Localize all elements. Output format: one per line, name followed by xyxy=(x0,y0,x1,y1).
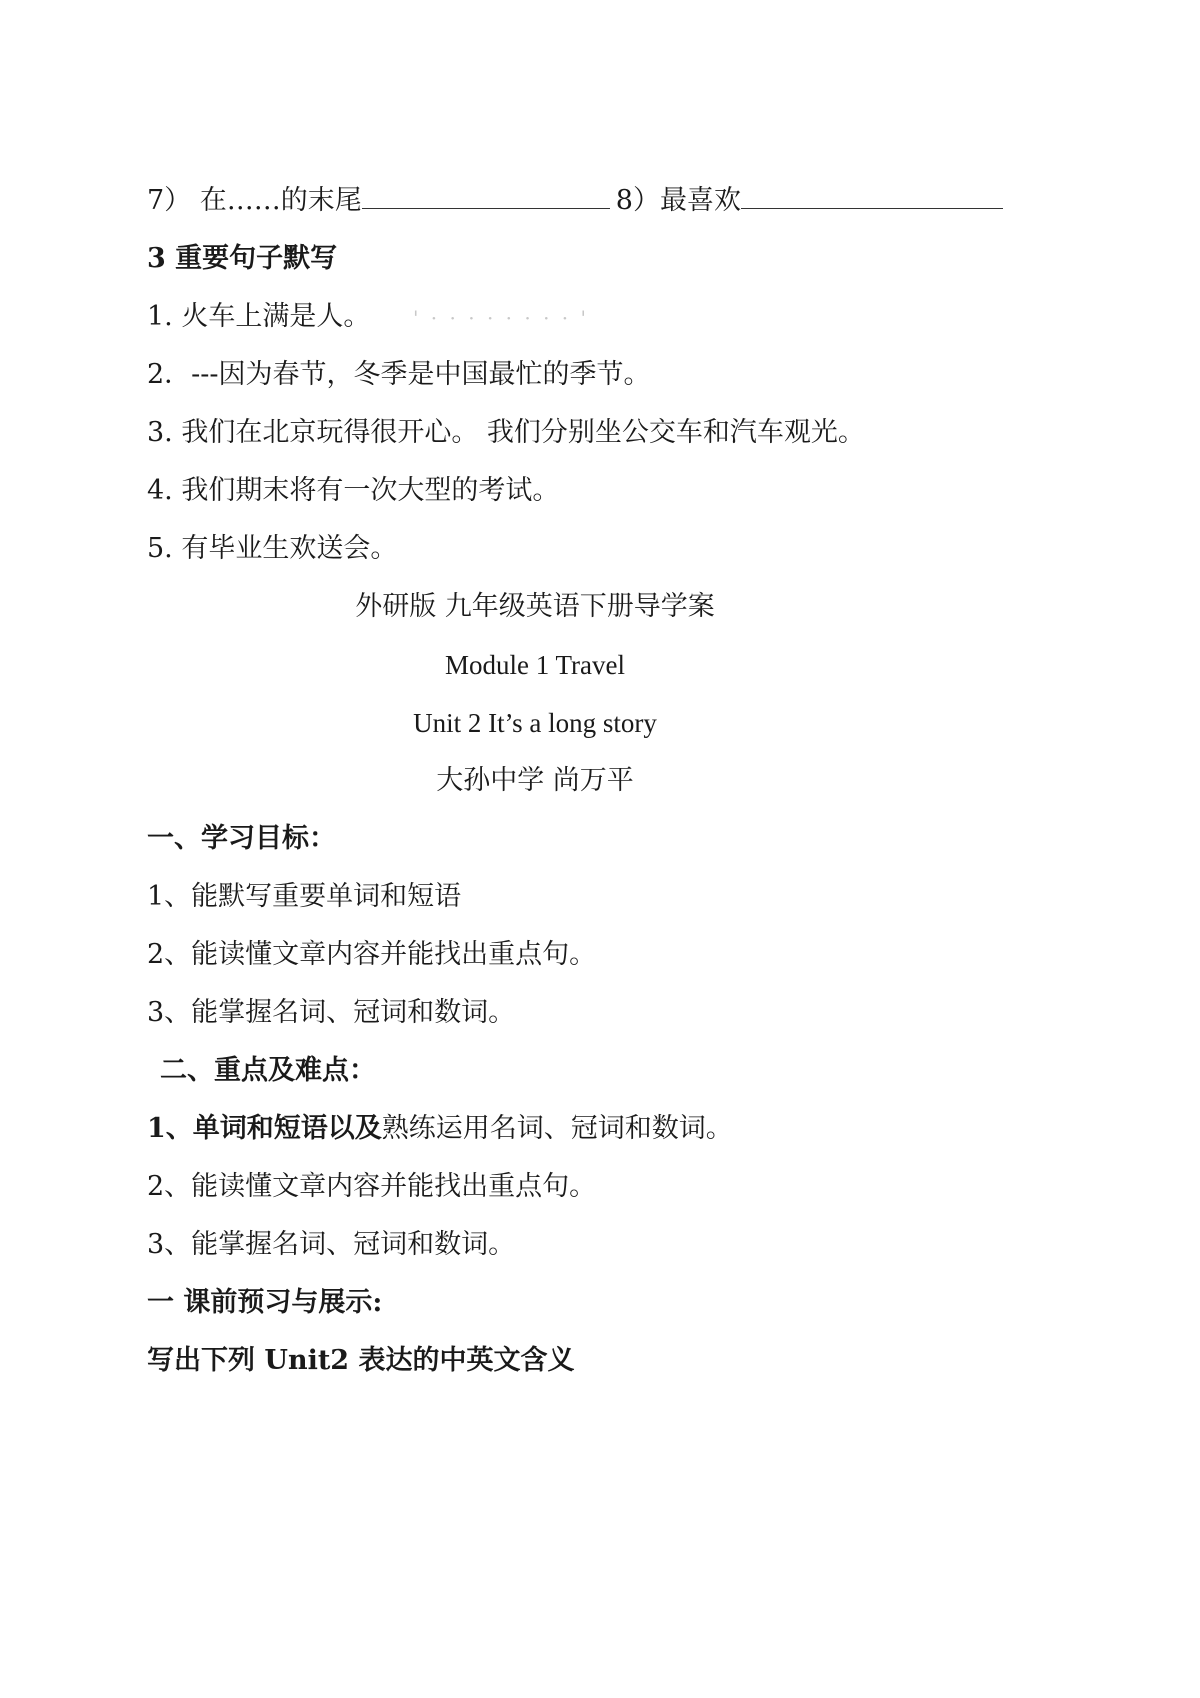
key-point-1 xyxy=(147,1111,733,1147)
sentence-1-text: 1. 火车上满是人。 xyxy=(147,301,371,332)
answer-blank-7[interactable] xyxy=(362,182,610,209)
key-point-1-rest: 熟练运用名词、冠词和数词。 xyxy=(381,1113,733,1144)
answer-blank-8[interactable] xyxy=(741,182,1003,209)
item-7-label: 7） 在……的末尾 xyxy=(147,185,362,216)
goal-item-3: 3、能掌握名词、冠词和数词。 xyxy=(147,997,516,1028)
key-point-1-bold: 1、单词和短语以及 xyxy=(147,1113,382,1144)
fill-row-7-8 xyxy=(147,182,1003,219)
sentence-5: 5. 有毕业生欢送会。 xyxy=(147,533,398,564)
section-3-heading: 3 重要句子默写 xyxy=(147,243,338,274)
key-points-heading: 二、重点及难点： xyxy=(160,1055,376,1086)
key-point-3: 3、能掌握名词、冠词和数词。 xyxy=(147,1229,516,1260)
publisher-line: 外研版 九年级英语下册导学案 xyxy=(355,591,715,622)
sentence-2: 2．---因为春节，冬季是中国最忙的季节。 xyxy=(147,359,651,390)
unit-title: Unit 2 It’s a long story xyxy=(413,708,657,738)
module-title: Module 1 Travel xyxy=(444,650,625,680)
preview-instruction: 写出下列 Unit2 表达的中英文含义 xyxy=(147,1345,575,1376)
sentence-1 xyxy=(147,299,589,336)
faint-residue-text: ' · · · · · · · · ' xyxy=(412,306,590,330)
sentence-3: 3. 我们在北京玩得很开心。 我们分别坐公交车和汽车观光。 xyxy=(147,417,865,448)
goals-heading: 一、学习目标： xyxy=(147,823,336,854)
sentence-4: 4. 我们期末将有一次大型的考试。 xyxy=(147,475,560,506)
key-point-2: 2、能读懂文章内容并能找出重点句。 xyxy=(147,1171,597,1202)
preview-heading: 一 课前预习与展示: xyxy=(147,1287,383,1318)
author-line: 大孙中学 尚万平 xyxy=(436,765,634,796)
goal-item-2: 2、能读懂文章内容并能找出重点句。 xyxy=(147,939,597,970)
item-8-label: 8）最喜欢 xyxy=(615,185,741,216)
goal-item-1: 1、能默写重要单词和短语 xyxy=(147,881,462,912)
